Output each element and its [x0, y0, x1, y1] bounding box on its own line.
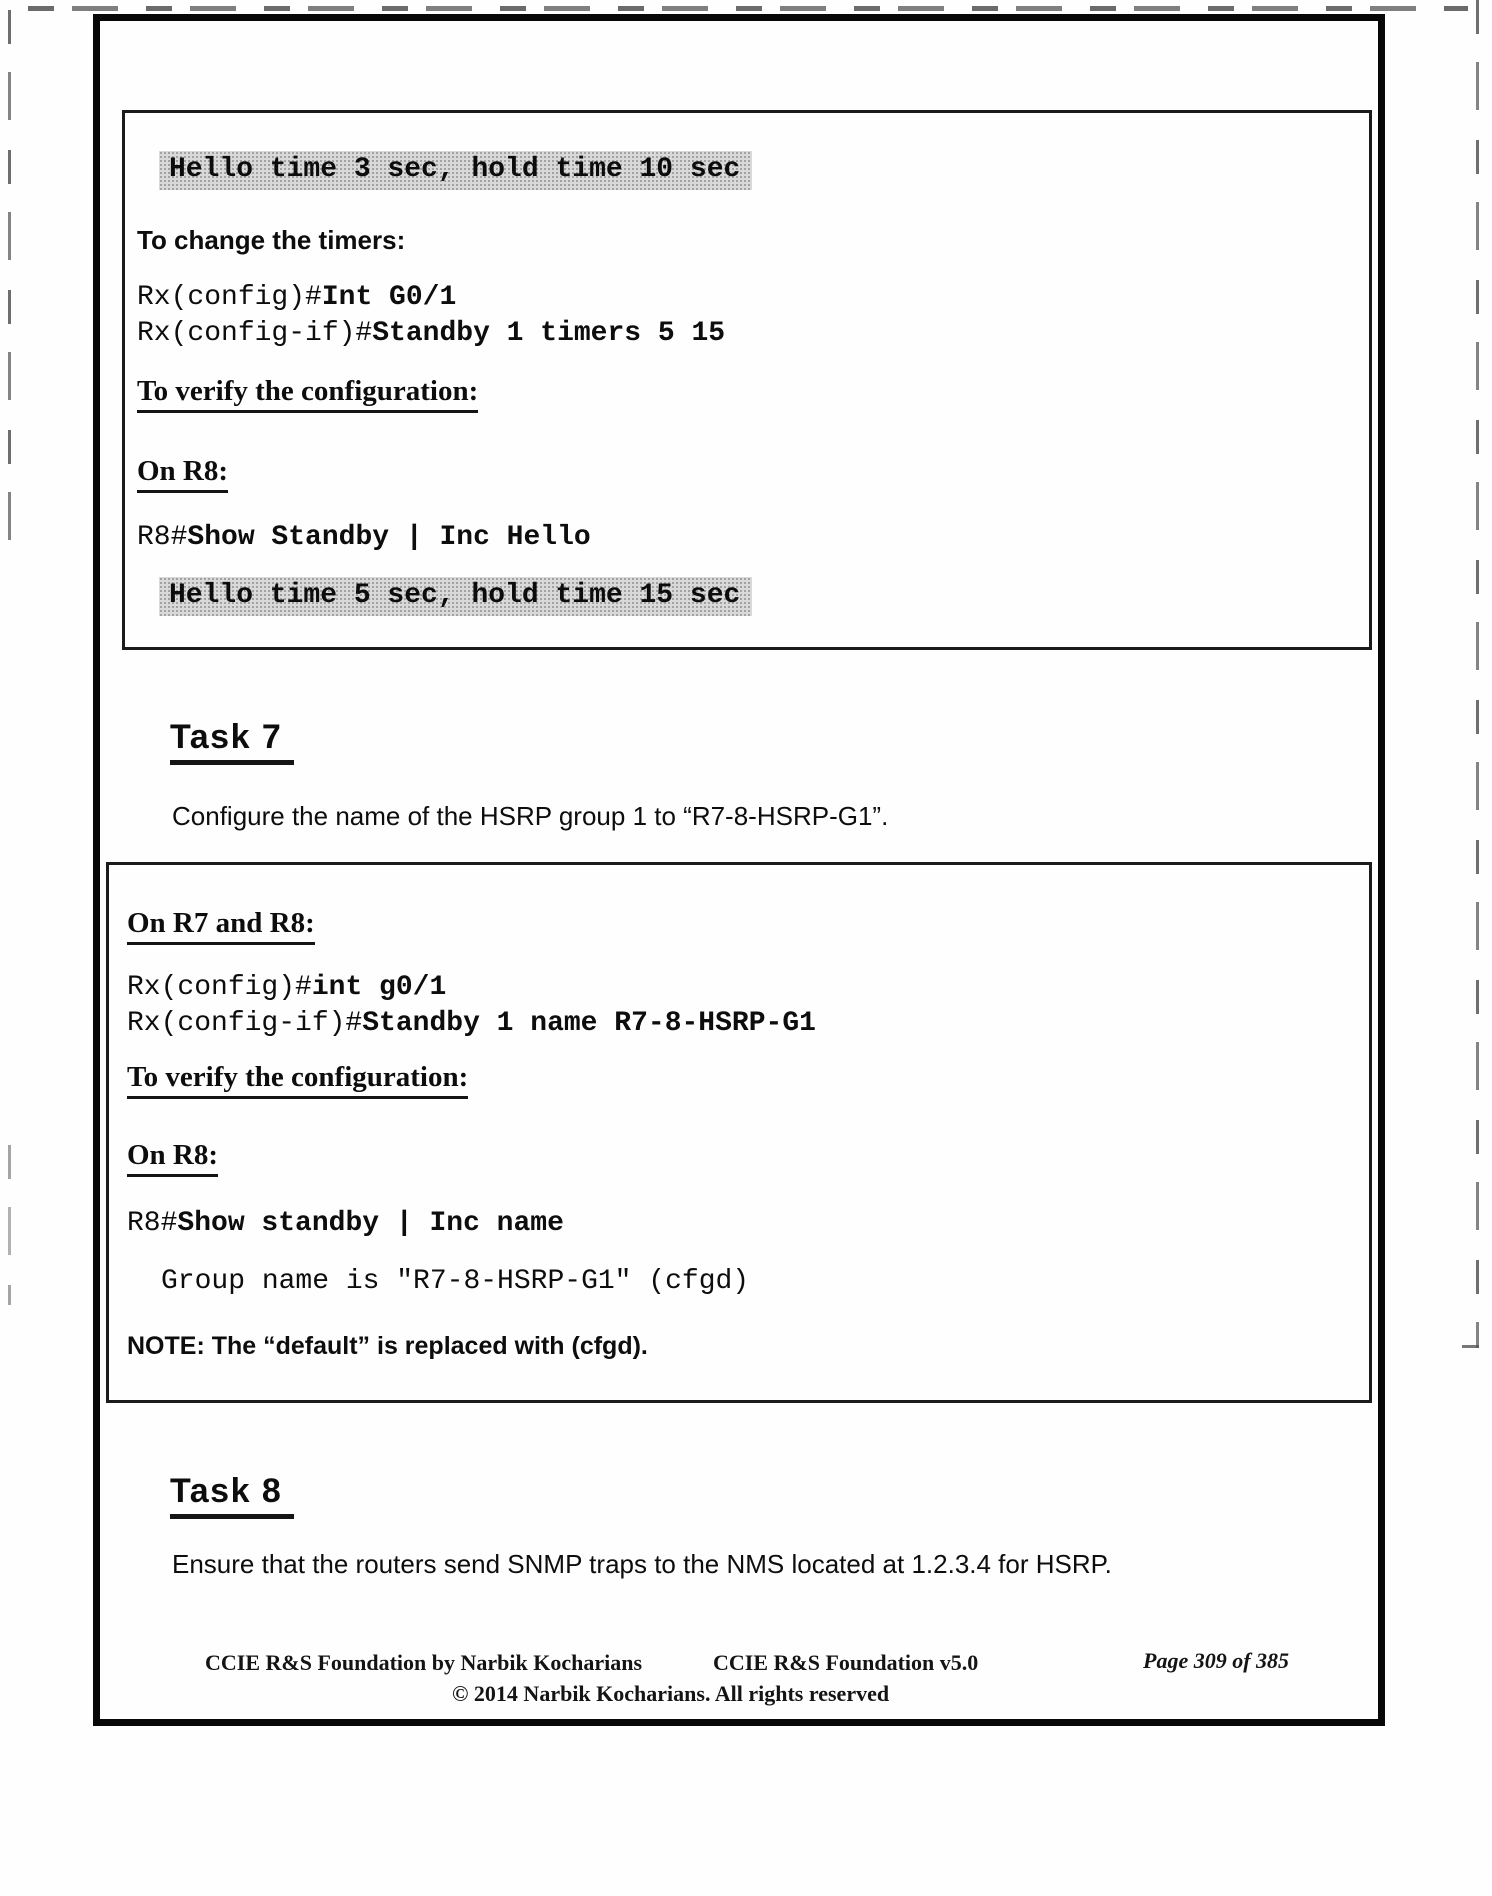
- footer-page-number: Page 309 of 385: [1143, 1648, 1290, 1673]
- footer-edition: CCIE R&S Foundation v5.0: [713, 1650, 979, 1675]
- config-box-timers: [122, 110, 1372, 650]
- command-output-line: Group name is "R7-8-HSRP-G1" (cfgd): [161, 1266, 750, 1297]
- code-command: Int G0/1: [321, 282, 457, 313]
- task8-description: Ensure that the routers send SNMP traps to the NMS located at 1.2.3.4 for HSRP.: [172, 1549, 1112, 1579]
- verify-configuration-heading: To verify the configuration:: [137, 375, 478, 413]
- code-prompt: R8#: [137, 522, 188, 553]
- code-prompt: R8#: [127, 1208, 178, 1239]
- highlighted-output-line: Hello time 3 sec, hold time 10 sec: [159, 151, 752, 190]
- scan-artifact-right-edge: [1476, 0, 1479, 1348]
- code-command: Standby 1 timers 5 15: [372, 318, 726, 349]
- task8-title: Task 8: [170, 1472, 294, 1519]
- footer-copyright: © 2014 Narbik Kocharians. All rights reserved: [452, 1681, 890, 1706]
- scan-artifact-left-edge: [8, 10, 11, 565]
- code-command: Show Standby | Inc Hello: [187, 522, 591, 553]
- scan-artifact-left-edge-lower: [8, 1145, 11, 1305]
- scan-artifact-top-edge: [28, 6, 1468, 11]
- on-r7-and-r8-heading: On R7 and R8:: [127, 907, 315, 945]
- code-line: [127, 971, 446, 1005]
- note-line: NOTE: The “default” is replaced with (cfgd).: [127, 1332, 648, 1360]
- code-command: Show standby | Inc name: [177, 1208, 564, 1239]
- verify-configuration-heading: To verify the configuration:: [127, 1061, 468, 1099]
- code-prompt: Rx(config-if)#: [127, 1008, 363, 1039]
- code-line: [137, 281, 456, 315]
- footer-book-title: CCIE R&S Foundation by Narbik Kocharians: [205, 1650, 643, 1675]
- code-line: [137, 521, 591, 555]
- on-r8-heading: On R8:: [127, 1139, 218, 1177]
- code-command: int g0/1: [311, 972, 447, 1003]
- change-timers-label: To change the timers:: [137, 225, 406, 255]
- code-prompt: Rx(config)#: [137, 282, 322, 313]
- scan-artifact-right-hook: [1462, 1345, 1479, 1348]
- code-line: [127, 1207, 564, 1241]
- code-command: Standby 1 name R7-8-HSRP-G1: [362, 1008, 816, 1039]
- code-line: [137, 317, 725, 351]
- config-box-hsrp-name: [106, 862, 1372, 1403]
- code-line: [127, 1007, 816, 1041]
- code-prompt: Rx(config)#: [127, 972, 312, 1003]
- task7-title: Task 7: [170, 718, 294, 765]
- highlighted-output-line: Hello time 5 sec, hold time 15 sec: [159, 577, 752, 616]
- code-prompt: Rx(config-if)#: [137, 318, 373, 349]
- task7-description: Configure the name of the HSRP group 1 to “R7-8-HSRP-G1”.: [172, 801, 889, 831]
- on-r8-heading: On R8:: [137, 455, 228, 493]
